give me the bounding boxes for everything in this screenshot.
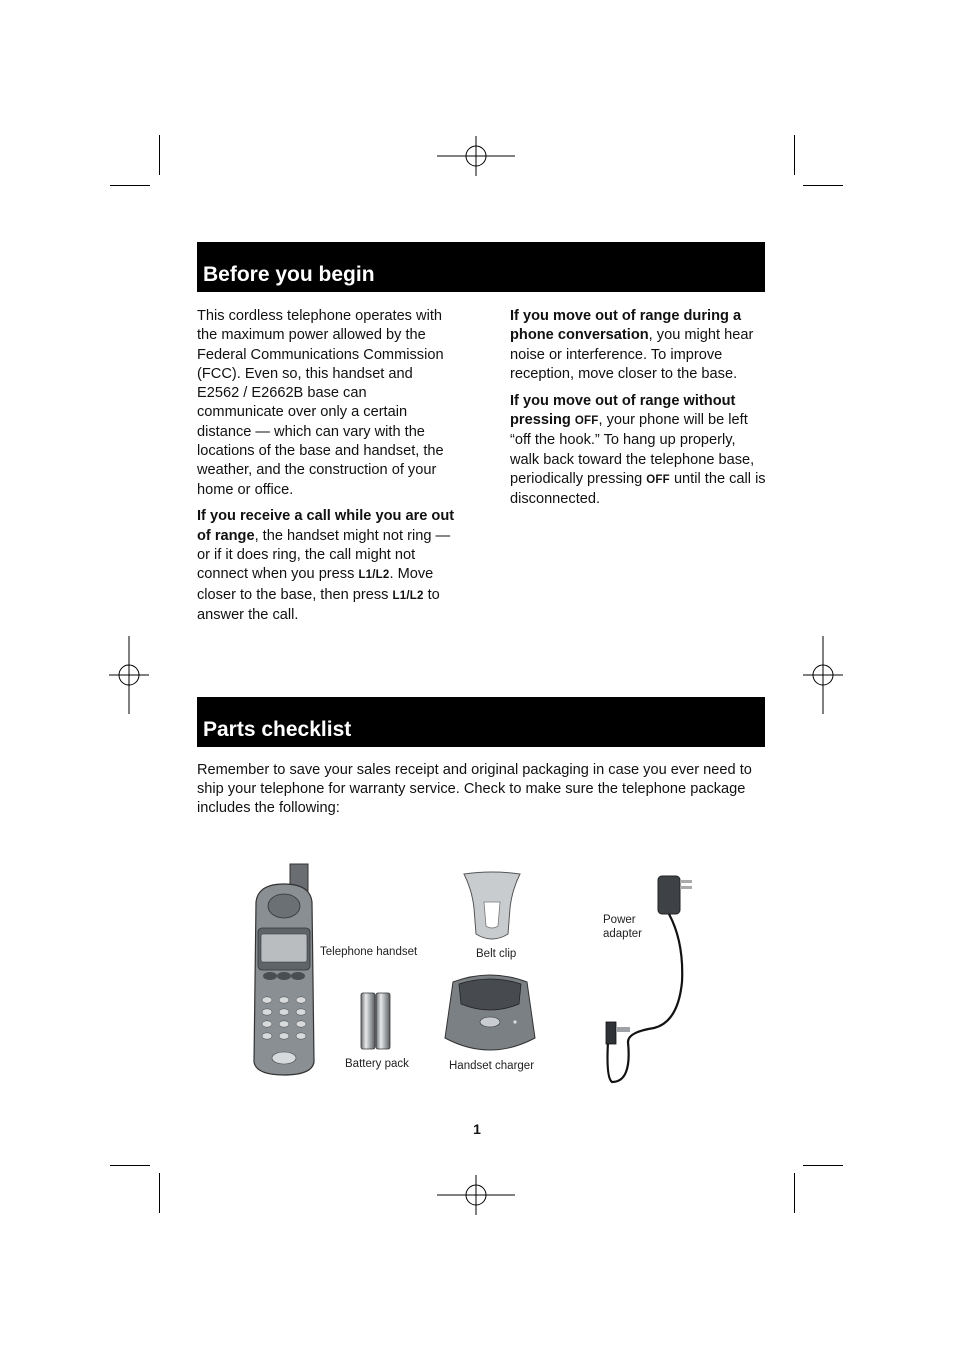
crop-mark xyxy=(159,1173,160,1213)
crop-mark xyxy=(794,135,795,175)
crop-mark xyxy=(794,1173,795,1213)
paragraph-text: , the handset might not ring — or if it does ring, the call might not connect when you press xyxy=(197,527,451,583)
out-of-range-conversation-paragraph xyxy=(510,307,766,384)
key-label: L1/L2 xyxy=(392,589,424,602)
registration-mark-icon xyxy=(437,1175,515,1215)
paragraph-lead: If you receive a call while you are out of range xyxy=(197,508,455,544)
parts-intro-paragraph: Remember to save your sales receipt and original packaging in case you ever need to ship your telephone for warranty service. Check to make sure the telephone package includes the following: xyxy=(197,762,752,816)
key-label: L1/L2 xyxy=(358,569,390,582)
paragraph-lead: If you move out of range during a phone conversation xyxy=(510,308,742,344)
out-of-range-call-paragraph xyxy=(197,507,455,625)
left-column xyxy=(197,307,455,633)
paragraph-text: to answer the call. xyxy=(197,586,440,623)
section-heading-before-you-begin: Before you begin xyxy=(197,242,765,292)
section-heading-parts-checklist: Parts checklist xyxy=(197,697,765,747)
paragraph-text: , you might hear noise or interference. To improve reception, move closer to the base. xyxy=(510,327,754,382)
paragraph-text: , your phone will be left “off the hook.” To hang up properly, walk back toward the telephone base, periodically pressing xyxy=(510,411,755,487)
registration-mark-icon xyxy=(437,136,515,176)
caption-telephone-handset: Telephone handset xyxy=(320,946,418,958)
crop-mark xyxy=(803,1165,843,1166)
caption-belt-clip: Belt clip xyxy=(476,948,517,960)
paragraph-lead-text: If you move out of range without pressing xyxy=(510,392,736,428)
caption-battery-pack: Battery pack xyxy=(345,1058,409,1070)
key-label: OFF xyxy=(646,473,670,486)
crop-mark xyxy=(803,185,843,186)
caption-power-adapter: Power adapter xyxy=(603,914,643,940)
registration-mark-icon xyxy=(803,636,843,714)
battery-pack-icon xyxy=(360,992,392,1050)
belt-clip-icon xyxy=(460,870,524,944)
paragraph-text: until the call is disconnected. xyxy=(510,470,766,508)
handset-charger-icon xyxy=(443,972,537,1056)
crop-mark xyxy=(110,185,150,186)
intro-paragraph: This cordless telephone operates with the maximum power allowed by the Federal Communications Commission (FCC). Even so, this handset and E2562 / E2662B base can communicate over only a certain distance — which can vary with the locations of the base and handset, the weather, and the construction of your home or office. xyxy=(197,308,444,498)
paragraph-text: . Move closer to the base, then press xyxy=(197,566,434,603)
crop-mark xyxy=(159,135,160,175)
caption-handset-charger: Handset charger xyxy=(449,1060,535,1072)
telephone-handset-icon xyxy=(250,862,318,1078)
out-of-range-off-paragraph xyxy=(510,392,766,510)
crop-mark xyxy=(110,1165,150,1166)
page-number: 1 xyxy=(473,1121,481,1137)
registration-mark-icon xyxy=(109,636,149,714)
power-adapter-icon xyxy=(604,872,698,1086)
key-label: OFF xyxy=(574,414,599,427)
right-column xyxy=(510,307,766,517)
